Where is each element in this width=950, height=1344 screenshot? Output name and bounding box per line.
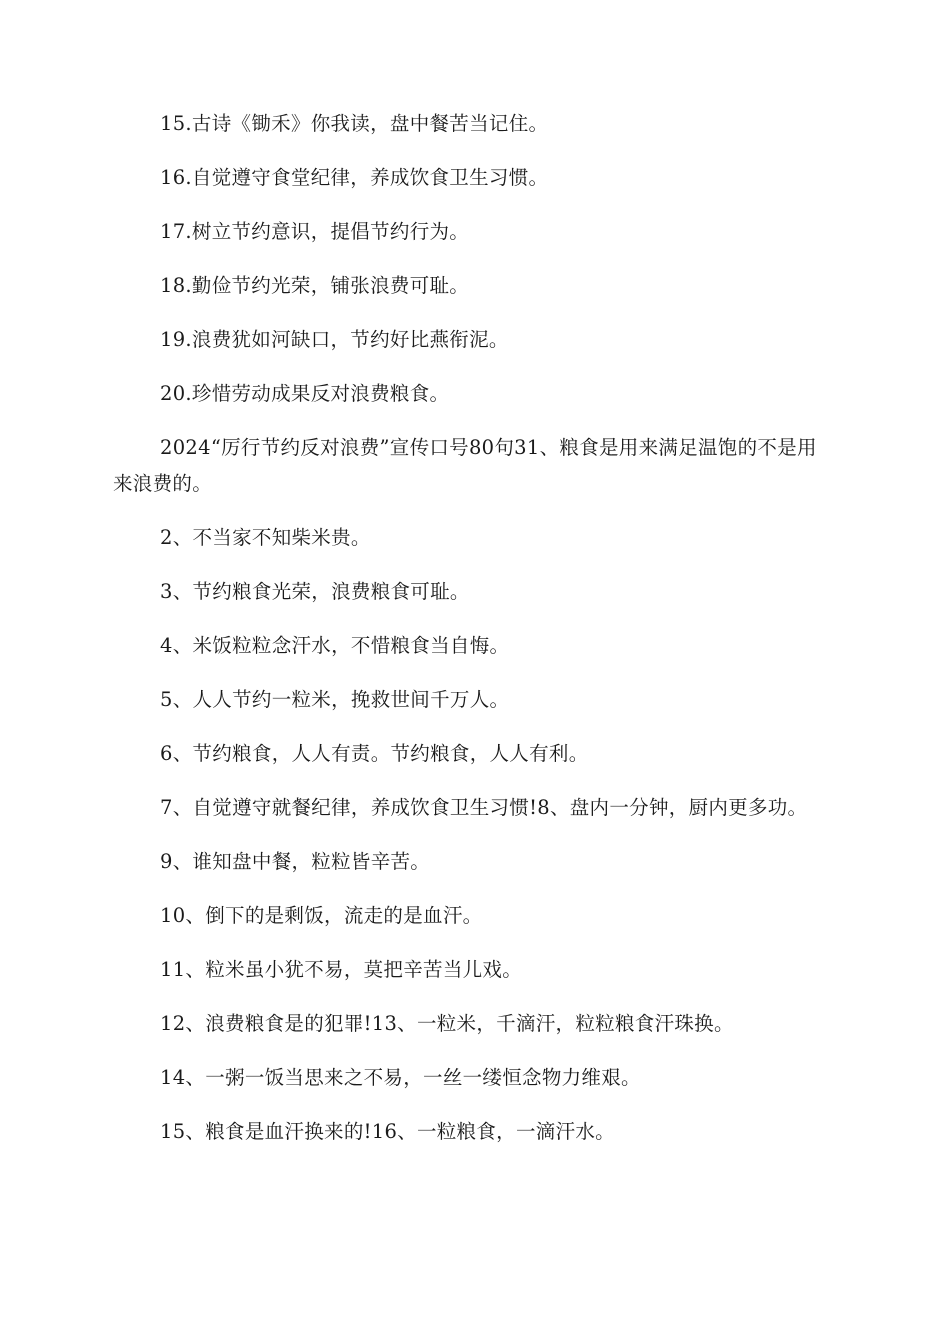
- paragraph: 19.浪费犹如河缺口，节约好比燕衔泥。: [160, 328, 509, 351]
- paragraph: 11、粒米虽小犹不易，莫把辛苦当儿戏。: [160, 958, 523, 981]
- paragraph: 2024“厉行节约反对浪费”宣传口号80句31、粮食是用来满足温饱的不是用来浪费的。: [113, 436, 817, 495]
- paragraph: 3、节约粮食光荣，浪费粮食可耻。: [160, 580, 470, 603]
- document-body: [113, 106, 828, 1168]
- paragraph: 9、谁知盘中餐，粒粒皆辛苦。: [160, 850, 431, 873]
- paragraph: 15、粮食是血汗换来的!16、一粒粮食，一滴汗水。: [160, 1120, 615, 1143]
- paragraph: 7、自觉遵守就餐纪律，养成饮食卫生习惯!8、盘内一分钟，厨内更多功。: [160, 796, 808, 819]
- paragraph: 2、不当家不知柴米贵。: [160, 526, 371, 549]
- paragraph: 17.树立节约意识，提倡节约行为。: [160, 220, 470, 243]
- paragraph: 10、倒下的是剩饭，流走的是血汗。: [160, 904, 483, 927]
- paragraph: 18.勤俭节约光荣，铺张浪费可耻。: [160, 274, 470, 297]
- paragraph: 6、节约粮食，人人有责。节约粮食，人人有利。: [160, 742, 589, 765]
- paragraph: 20.珍惜劳动成果反对浪费粮食。: [160, 382, 450, 405]
- paragraph: 12、浪费粮食是的犯罪!13、一粒米，千滴汗，粒粒粮食汗珠换。: [160, 1012, 734, 1035]
- paragraph: 16.自觉遵守食堂纪律，养成饮食卫生习惯。: [160, 166, 549, 189]
- paragraph: 4、米饭粒粒念汗水，不惜粮食当自悔。: [160, 634, 510, 657]
- paragraph: 15.古诗《锄禾》你我读，盘中餐苦当记住。: [160, 112, 549, 135]
- paragraph: 5、人人节约一粒米，挽救世间千万人。: [160, 688, 510, 711]
- paragraph: 14、一粥一饭当思来之不易，一丝一缕恒念物力维艰。: [160, 1066, 641, 1089]
